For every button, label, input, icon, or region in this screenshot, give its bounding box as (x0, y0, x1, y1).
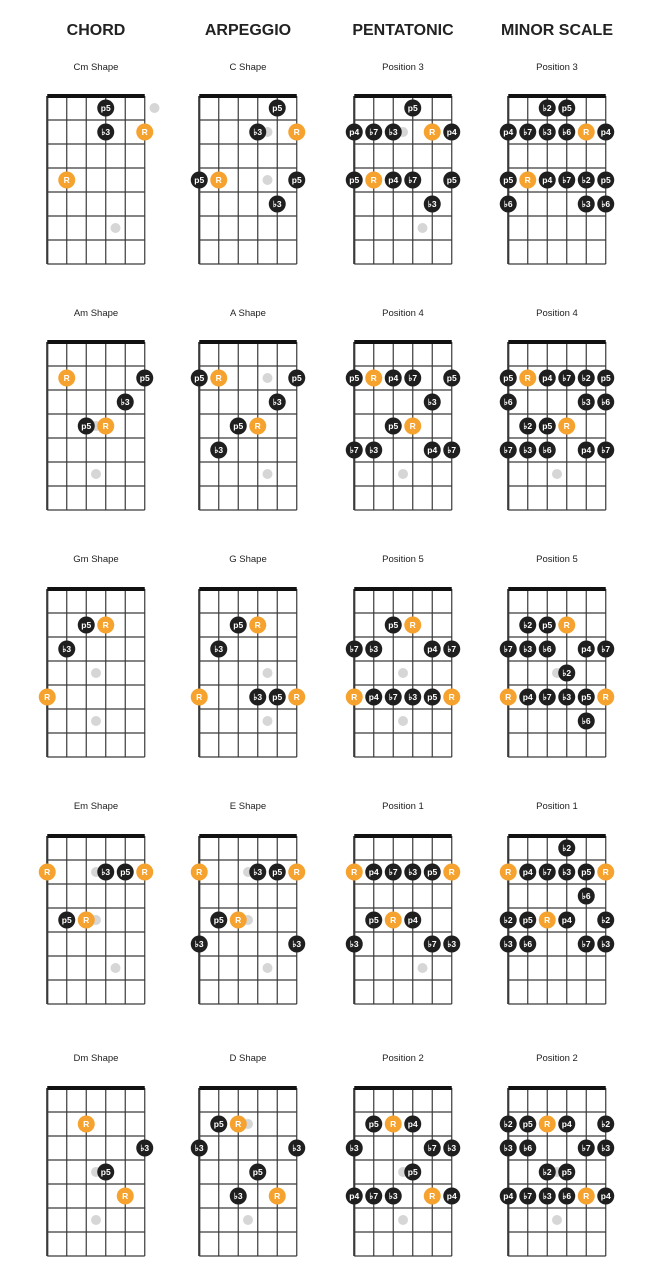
note-label: p5 (581, 692, 592, 702)
fret-marker (263, 469, 273, 479)
note-label: ♭3 (253, 692, 263, 702)
nut (199, 94, 297, 98)
note-label: R (122, 1191, 129, 1201)
fretboard-diagram (500, 554, 615, 757)
note-label: ♭3 (427, 199, 437, 209)
diagram-title: G Shape (229, 554, 267, 565)
note-label: R (429, 127, 436, 137)
fret-marker (263, 963, 273, 973)
diagram-title: Position 2 (382, 1053, 424, 1064)
note-label: ♭3 (388, 1191, 398, 1201)
note-label: p5 (349, 373, 360, 383)
note-label: ♭3 (601, 1143, 611, 1153)
note-label: ♭3 (194, 1143, 204, 1153)
note-label: R (235, 915, 242, 925)
note-label: ♭3 (140, 1143, 150, 1153)
note-label: ♭7 (542, 867, 552, 877)
diagram-title: D Shape (229, 1053, 267, 1064)
note-label: ♭3 (523, 644, 533, 654)
note-label: ♭6 (562, 1191, 572, 1201)
note-label: p4 (388, 175, 399, 185)
note-label: ♭2 (562, 668, 572, 678)
note-label: ♭7 (523, 127, 533, 137)
note-label: R (44, 692, 51, 702)
diagram-title: Position 5 (382, 554, 424, 565)
nut (47, 340, 145, 344)
fret-marker (263, 175, 273, 185)
note-label: ♭2 (601, 915, 611, 925)
fret-marker (418, 963, 428, 973)
note-label: R (370, 373, 377, 383)
note-label: p5 (388, 421, 399, 431)
note-label: R (102, 421, 109, 431)
note-label: p5 (213, 1119, 224, 1129)
nut (47, 834, 145, 838)
diagram-title: Em Shape (73, 801, 119, 812)
note-label: ♭3 (253, 127, 263, 137)
note-label: R (544, 1119, 551, 1129)
diagram-title: Position 4 (536, 308, 578, 319)
note-label: ♭3 (194, 939, 204, 949)
fretboard-diagram (500, 308, 615, 510)
note-label: ♭6 (542, 445, 552, 455)
fretboard-diagram (346, 62, 461, 264)
note-label: ♭2 (503, 1119, 513, 1129)
note-label: R (102, 620, 109, 630)
note-label: p5 (446, 175, 457, 185)
note-label: p4 (349, 1191, 360, 1201)
nut (199, 834, 297, 838)
diagram-title: Position 4 (382, 308, 424, 319)
nut (354, 587, 452, 591)
note-label: p5 (407, 1167, 418, 1177)
diagram-title: Cm Shape (73, 62, 119, 73)
note-label: ♭3 (253, 867, 263, 877)
note-label: ♭3 (120, 397, 130, 407)
note-label: ♭2 (542, 1167, 552, 1177)
fret-marker (263, 373, 273, 383)
note-label: ♭7 (349, 445, 359, 455)
note-label: ♭3 (292, 1143, 302, 1153)
note-label: ♭6 (562, 127, 572, 137)
column-header: PENTATONIC (352, 22, 454, 39)
note-label: R (141, 127, 148, 137)
fret-marker (243, 1215, 253, 1225)
note-label: ♭6 (601, 397, 611, 407)
note-label: p4 (522, 867, 533, 877)
note-label: p5 (272, 692, 283, 702)
note-label: ♭7 (388, 692, 398, 702)
note-label: R (215, 373, 222, 383)
fretboard-diagram (346, 308, 461, 510)
note-label: ♭7 (523, 1191, 533, 1201)
note-label: R (83, 915, 90, 925)
diagram-title: Position 2 (536, 1053, 578, 1064)
fretboard-diagram (191, 554, 306, 757)
note-label: ♭3 (581, 397, 591, 407)
note-label: p5 (252, 1167, 263, 1177)
fretboard-diagram (39, 801, 154, 1004)
note-label: R (63, 175, 70, 185)
note-label: p4 (542, 175, 553, 185)
note-label: R (215, 175, 222, 185)
note-label: p4 (427, 644, 438, 654)
note-label: p4 (581, 644, 592, 654)
nut (354, 834, 452, 838)
note-label: ♭7 (447, 644, 457, 654)
note-label: ♭2 (562, 843, 572, 853)
fretboard-diagram (346, 801, 461, 1004)
fret-marker (111, 963, 121, 973)
note-label: R (524, 175, 531, 185)
note-label: p4 (600, 1191, 611, 1201)
note-label: ♭3 (523, 445, 533, 455)
note-label: R (390, 1119, 397, 1129)
note-label: p5 (349, 175, 360, 185)
note-label: p5 (522, 1119, 533, 1129)
note-label: R (293, 692, 300, 702)
fretboard-diagram (500, 801, 615, 1004)
note-label: R (544, 915, 551, 925)
note-label: p5 (233, 620, 244, 630)
column-header: MINOR SCALE (501, 22, 613, 39)
note-label: p5 (81, 421, 92, 431)
note-label: R (563, 620, 570, 630)
note-label: p5 (194, 373, 205, 383)
fret-marker (398, 1215, 408, 1225)
note-label: ♭6 (523, 1143, 533, 1153)
note-label: ♭7 (581, 1143, 591, 1153)
fretboard-background (350, 342, 456, 510)
note-label: p4 (522, 692, 533, 702)
fret-marker (398, 716, 408, 726)
note-label: R (602, 692, 609, 702)
note-label: R (196, 867, 203, 877)
note-label: ♭3 (369, 644, 379, 654)
fretboard-background (195, 342, 301, 510)
note-label: ♭2 (601, 1119, 611, 1129)
note-label: ♭2 (523, 421, 533, 431)
note-label: R (44, 867, 51, 877)
note-label: p4 (368, 867, 379, 877)
fret-marker (398, 668, 408, 678)
note-label: ♭3 (562, 867, 572, 877)
note-label: p5 (272, 103, 283, 113)
note-label: ♭3 (214, 644, 224, 654)
note-label: p5 (233, 421, 244, 431)
diagram-title: E Shape (229, 801, 267, 812)
note-label: R (505, 692, 512, 702)
note-label: ♭3 (408, 867, 418, 877)
note-label: p5 (368, 1119, 379, 1129)
note-label: p5 (61, 915, 72, 925)
fret-marker (263, 668, 273, 678)
note-label: ♭7 (447, 445, 457, 455)
note-label: p5 (407, 103, 418, 113)
note-label: ♭3 (601, 939, 611, 949)
note-label: ♭7 (408, 373, 418, 383)
note-label: ♭3 (562, 692, 572, 702)
nut (354, 1086, 452, 1090)
note-label: ♭3 (503, 939, 513, 949)
note-label: p5 (600, 175, 611, 185)
note-label: R (83, 1119, 90, 1129)
note-label: ♭7 (503, 445, 513, 455)
note-label: p4 (581, 445, 592, 455)
note-label: ♭7 (427, 1143, 437, 1153)
note-label: p5 (446, 373, 457, 383)
nut (508, 834, 606, 838)
note-label: p4 (446, 127, 457, 137)
note-label: p5 (291, 175, 302, 185)
note-label: ♭3 (369, 445, 379, 455)
fret-marker (552, 1215, 562, 1225)
note-label: p4 (542, 373, 553, 383)
fretboard-diagram (191, 1053, 306, 1256)
diagram-title: A Shape (230, 308, 266, 319)
note-label: R (196, 692, 203, 702)
note-label: p5 (194, 175, 205, 185)
note-label: p4 (561, 915, 572, 925)
note-label: p5 (503, 175, 514, 185)
note-label: ♭2 (581, 175, 591, 185)
note-label: R (429, 1191, 436, 1201)
note-label: R (409, 421, 416, 431)
fret-marker (91, 668, 101, 678)
note-label: p4 (561, 1119, 572, 1129)
fretboard-diagram (346, 554, 461, 757)
diagram-title: Position 1 (536, 801, 578, 812)
note-label: R (583, 1191, 590, 1201)
note-label: ♭7 (427, 939, 437, 949)
note-label: p5 (100, 103, 111, 113)
note-label: ♭6 (581, 716, 591, 726)
fret-marker (263, 716, 273, 726)
note-label: p4 (600, 127, 611, 137)
note-label: ♭3 (101, 867, 111, 877)
note-label: ♭2 (523, 620, 533, 630)
fretboard-diagram (500, 62, 615, 264)
diagram-title: Position 3 (536, 62, 578, 73)
note-label: ♭7 (349, 644, 359, 654)
note-label: p5 (600, 373, 611, 383)
fretboard-diagram (43, 62, 159, 264)
nut (508, 340, 606, 344)
nut (354, 94, 452, 98)
note-label: R (602, 867, 609, 877)
fretboard-diagram (191, 62, 306, 264)
diagram-title: C Shape (229, 62, 267, 73)
nut (199, 1086, 297, 1090)
note-label: p4 (503, 127, 514, 137)
diagram-title: Dm Shape (73, 1053, 119, 1064)
note-label: ♭7 (388, 867, 398, 877)
note-label: R (370, 175, 377, 185)
nut (508, 1086, 606, 1090)
fretboard-diagram (500, 1053, 615, 1256)
fretboard-background (195, 589, 301, 757)
note-label: R (274, 1191, 281, 1201)
note-label: R (448, 867, 455, 877)
note-label: p5 (427, 867, 438, 877)
note-label: ♭7 (562, 373, 572, 383)
note-label: ♭2 (503, 915, 513, 925)
nut (47, 587, 145, 591)
note-label: ♭2 (542, 103, 552, 113)
note-label: ♭3 (272, 397, 282, 407)
fretboard-diagram (191, 801, 306, 1004)
note-label: ♭7 (601, 445, 611, 455)
note-label: p5 (81, 620, 92, 630)
note-label: ♭3 (349, 1143, 359, 1153)
note-label: p4 (427, 445, 438, 455)
note-label: ♭3 (388, 127, 398, 137)
note-label: R (141, 867, 148, 877)
note-label: ♭7 (581, 939, 591, 949)
note-label: R (390, 915, 397, 925)
fret-marker (552, 469, 562, 479)
note-label: ♭3 (292, 939, 302, 949)
nut (508, 94, 606, 98)
note-label: p5 (503, 373, 514, 383)
note-label: R (254, 421, 261, 431)
note-label: p4 (407, 1119, 418, 1129)
note-label: R (563, 421, 570, 431)
note-label: ♭6 (503, 397, 513, 407)
nut (47, 94, 145, 98)
note-label: R (254, 620, 261, 630)
note-label: p5 (120, 867, 131, 877)
note-label: R (351, 692, 358, 702)
fretboard-diagram (43, 308, 153, 510)
note-label: ♭3 (101, 127, 111, 137)
note-label: ♭6 (523, 939, 533, 949)
note-label: p5 (213, 915, 224, 925)
note-label: p4 (446, 1191, 457, 1201)
note-label: p5 (291, 373, 302, 383)
note-label: ♭3 (408, 692, 418, 702)
note-label: p4 (349, 127, 360, 137)
fretboard-diagram (43, 1053, 153, 1256)
note-label: ♭6 (581, 891, 591, 901)
note-label: p4 (368, 692, 379, 702)
note-label: ♭3 (542, 127, 552, 137)
fretboard-diagram (39, 554, 149, 757)
note-label: p5 (561, 1167, 572, 1177)
fretboard-diagram (346, 1053, 461, 1256)
nut (199, 340, 297, 344)
note-label: ♭7 (369, 127, 379, 137)
note-label: p5 (542, 620, 553, 630)
note-label: ♭3 (581, 199, 591, 209)
note-label: p5 (100, 1167, 111, 1177)
note-label: ♭3 (447, 939, 457, 949)
note-label: ♭3 (427, 397, 437, 407)
fretboard-background (195, 1088, 301, 1256)
note-label: ♭3 (349, 939, 359, 949)
note-label: R (351, 867, 358, 877)
fret-marker (111, 223, 121, 233)
fret-marker (398, 469, 408, 479)
note-label: ♭7 (408, 175, 418, 185)
note-label: p5 (272, 867, 283, 877)
diagram-title: Gm Shape (73, 554, 119, 565)
note-label: p5 (368, 915, 379, 925)
note-label: R (293, 127, 300, 137)
note-label: p5 (542, 421, 553, 431)
note-label: ♭3 (447, 1143, 457, 1153)
note-label: p5 (427, 692, 438, 702)
note-label: p5 (139, 373, 150, 383)
note-label: ♭7 (601, 644, 611, 654)
fret-marker (418, 223, 428, 233)
nut (508, 587, 606, 591)
note-label: ♭3 (233, 1191, 243, 1201)
fret-marker (91, 469, 101, 479)
note-label: ♭3 (62, 644, 72, 654)
diagram-title: Position 3 (382, 62, 424, 73)
note-label: ♭2 (581, 373, 591, 383)
note-label: ♭7 (542, 692, 552, 702)
note-label: R (63, 373, 70, 383)
diagram-title: Am Shape (73, 308, 119, 319)
note-label: ♭6 (503, 199, 513, 209)
note-label: p4 (388, 373, 399, 383)
note-label: ♭7 (562, 175, 572, 185)
fret-marker (150, 103, 160, 113)
note-label: ♭3 (272, 199, 282, 209)
note-label: R (524, 373, 531, 383)
note-label: R (235, 1119, 242, 1129)
note-label: p5 (581, 867, 592, 877)
note-label: ♭7 (503, 644, 513, 654)
note-label: p5 (522, 915, 533, 925)
note-label: R (448, 692, 455, 702)
note-label: R (583, 127, 590, 137)
fretboard-diagram (191, 308, 306, 510)
fret-marker (91, 716, 101, 726)
note-label: p4 (503, 1191, 514, 1201)
nut (354, 340, 452, 344)
note-label: R (505, 867, 512, 877)
nut (199, 587, 297, 591)
note-label: ♭7 (369, 1191, 379, 1201)
nut (47, 1086, 145, 1090)
note-label: p5 (561, 103, 572, 113)
note-label: ♭6 (542, 644, 552, 654)
diagram-title: Position 1 (382, 801, 424, 812)
note-label: ♭6 (601, 199, 611, 209)
column-header: CHORD (66, 22, 126, 39)
note-label: p4 (407, 915, 418, 925)
note-label: R (409, 620, 416, 630)
note-label: ♭3 (214, 445, 224, 455)
note-label: R (293, 867, 300, 877)
note-label: ♭3 (542, 1191, 552, 1201)
column-header: ARPEGGIO (204, 22, 292, 39)
note-label: ♭3 (503, 1143, 513, 1153)
diagram-title: Position 5 (536, 554, 578, 565)
note-label: p5 (388, 620, 399, 630)
fret-marker (91, 1215, 101, 1225)
